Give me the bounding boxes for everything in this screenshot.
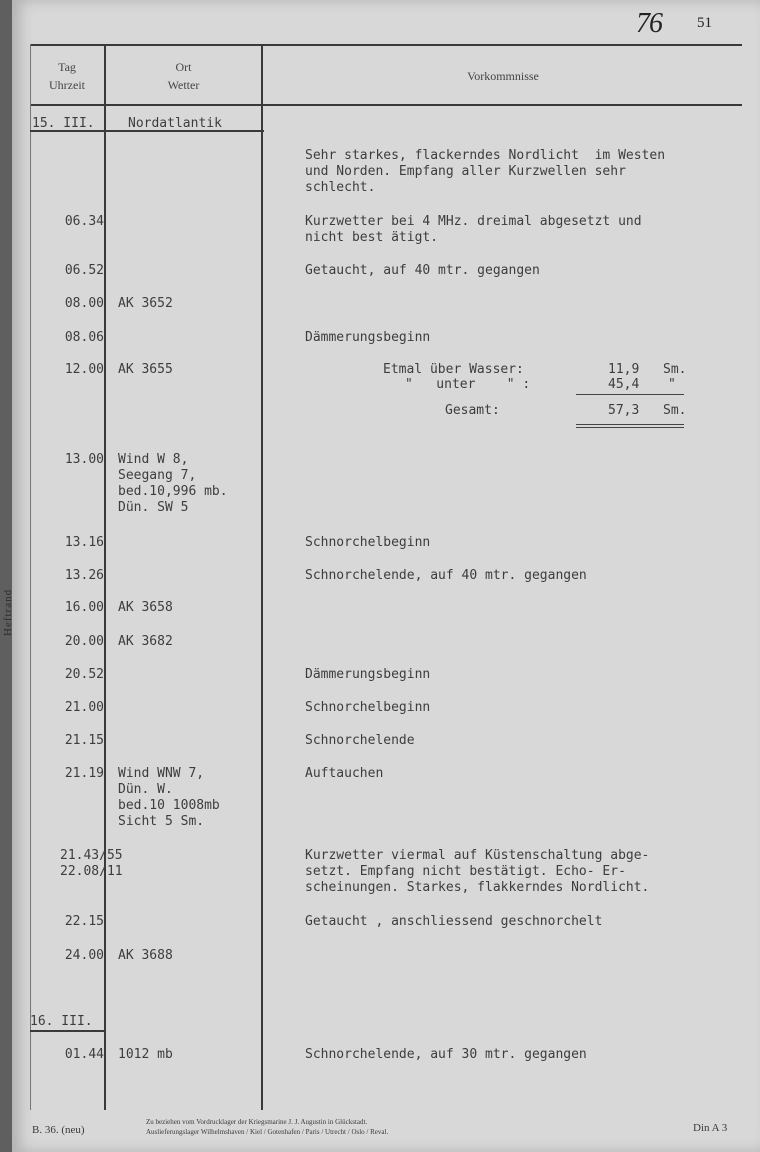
folio-number: 76 [636,8,662,39]
entry-place: AK 3658 [118,600,173,615]
entry-time: 21.43/55 22.08/11 [60,848,123,879]
etmal-unit-2: " [668,377,676,392]
entry-text: Schnorchelbeginn [305,535,431,550]
header-col1 [30,58,104,94]
entry-time: 22.15 [64,914,104,929]
entry-place: 1012 mb [118,1047,173,1062]
entry-text: Kurzwetter viermal auf Küstenschaltung abge- setzt. Empfang nicht bestätigt. Echo- Er- scheinungen. Starkes, flakkerndes Nordlicht. [305,848,650,895]
entry-text: Getaucht , anschliessend geschnorchelt [305,914,603,929]
etmal-label-1: Etmal über Wasser: [383,362,524,377]
entry-time: 20.00 [64,634,104,649]
etmal-sum-line [576,394,684,395]
entry-time: 06.52 [64,263,104,278]
etmal-unit-1: Sm. [663,362,687,377]
column-rule-1 [104,44,106,1110]
binding-edge-label: Heftrand [2,588,14,636]
printer-note: Zu beziehen vom Vordrucklager der Kriegsmarine J. J. Augustin in Glückstadt. Auslieferungslager Wilhelmshaven / Kiel / Gotenhafen / Paris / Utrecht / Oslo / Reval. [146,1118,389,1136]
header-col1-line2: Uhrzeit [49,78,85,92]
entry-time: 01.44 [64,1047,104,1062]
entry-time: 12.00 [64,362,104,377]
entry-text: Schnorchelende, auf 30 mtr. gegangen [305,1047,587,1062]
entry-time: 20.52 [64,667,104,682]
etmal-unit-3: Sm. [663,403,687,418]
entry-time: 08.06 [64,330,104,345]
form-number: B. 36. (neu) [32,1124,85,1136]
entry-place: AK 3652 [118,296,173,311]
date-1: 15. III. [32,116,95,131]
entry-place: Wind WNW 7, Dün. W. bed.10 1008mb Sicht 5 Sm. [118,766,220,829]
entry-time: 21.00 [64,700,104,715]
entry-place: Wind W 8, Seegang 7, bed.10,996 mb. Dün. SW 5 [118,452,228,515]
date2-underline [30,1030,106,1032]
date-1-place: Nordatlantik [128,116,222,131]
header-col3: Vorkommnisse [467,69,539,83]
etmal-value-2: 45,4 [608,377,640,392]
entry-time: 13.00 [64,452,104,467]
etmal-value-1: 11,9 [608,362,640,377]
entry-text: Schnorchelende [305,733,415,748]
entry-text: Dämmerungsbeginn [305,330,431,345]
entry-time: 21.15 [64,733,104,748]
etmal-label-3: Gesamt: [445,403,500,418]
top-rule [30,44,742,46]
header-col2-line2: Wetter [167,78,200,92]
header-col2-line1: Ort [175,60,192,74]
entry-time: 16.00 [64,600,104,615]
entry-time: 13.16 [64,535,104,550]
entry-text: Schnorchelbeginn [305,700,431,715]
etmal-double-line-a [576,424,684,425]
paper-format: Din A 3 [693,1122,728,1134]
entry-text: Kurzwetter bei 4 MHz. dreimal abgesetzt und nicht best ätigt. [305,214,642,245]
header-rule [30,104,742,106]
header-col1-line1: Tag [58,60,76,74]
entry-time: 06.34 [64,214,104,229]
entry-place: AK 3682 [118,634,173,649]
entry-text: Getaucht, auf 40 mtr. gegangen [305,263,540,278]
etmal-value-3: 57,3 [608,403,640,418]
entry-place: AK 3655 [118,362,173,377]
entry-time: 21.19 [64,766,104,781]
etmal-double-line-b [576,427,684,428]
date-2: 16. III. [30,1014,93,1029]
header-col2 [106,58,261,94]
entry-time: 08.00 [64,296,104,311]
entry-text: Schnorchelende, auf 40 mtr. gegangen [305,568,587,583]
folio-number-small: 51 [697,15,712,31]
etmal-label-2: " unter " : [405,377,531,392]
entry-text: Dämmerungsbeginn [305,667,431,682]
entry-text: Auftauchen [305,766,384,781]
entry-time: 24.00 [64,948,104,963]
entry-time: 13.26 [64,568,104,583]
entry-place: AK 3688 [118,948,173,963]
column-rule-2 [261,44,263,1110]
entry-text: Sehr starkes, flackerndes Nordlicht im Westen und Norden. Empfang aller Kurzwellen sehr schlecht. [305,148,666,195]
